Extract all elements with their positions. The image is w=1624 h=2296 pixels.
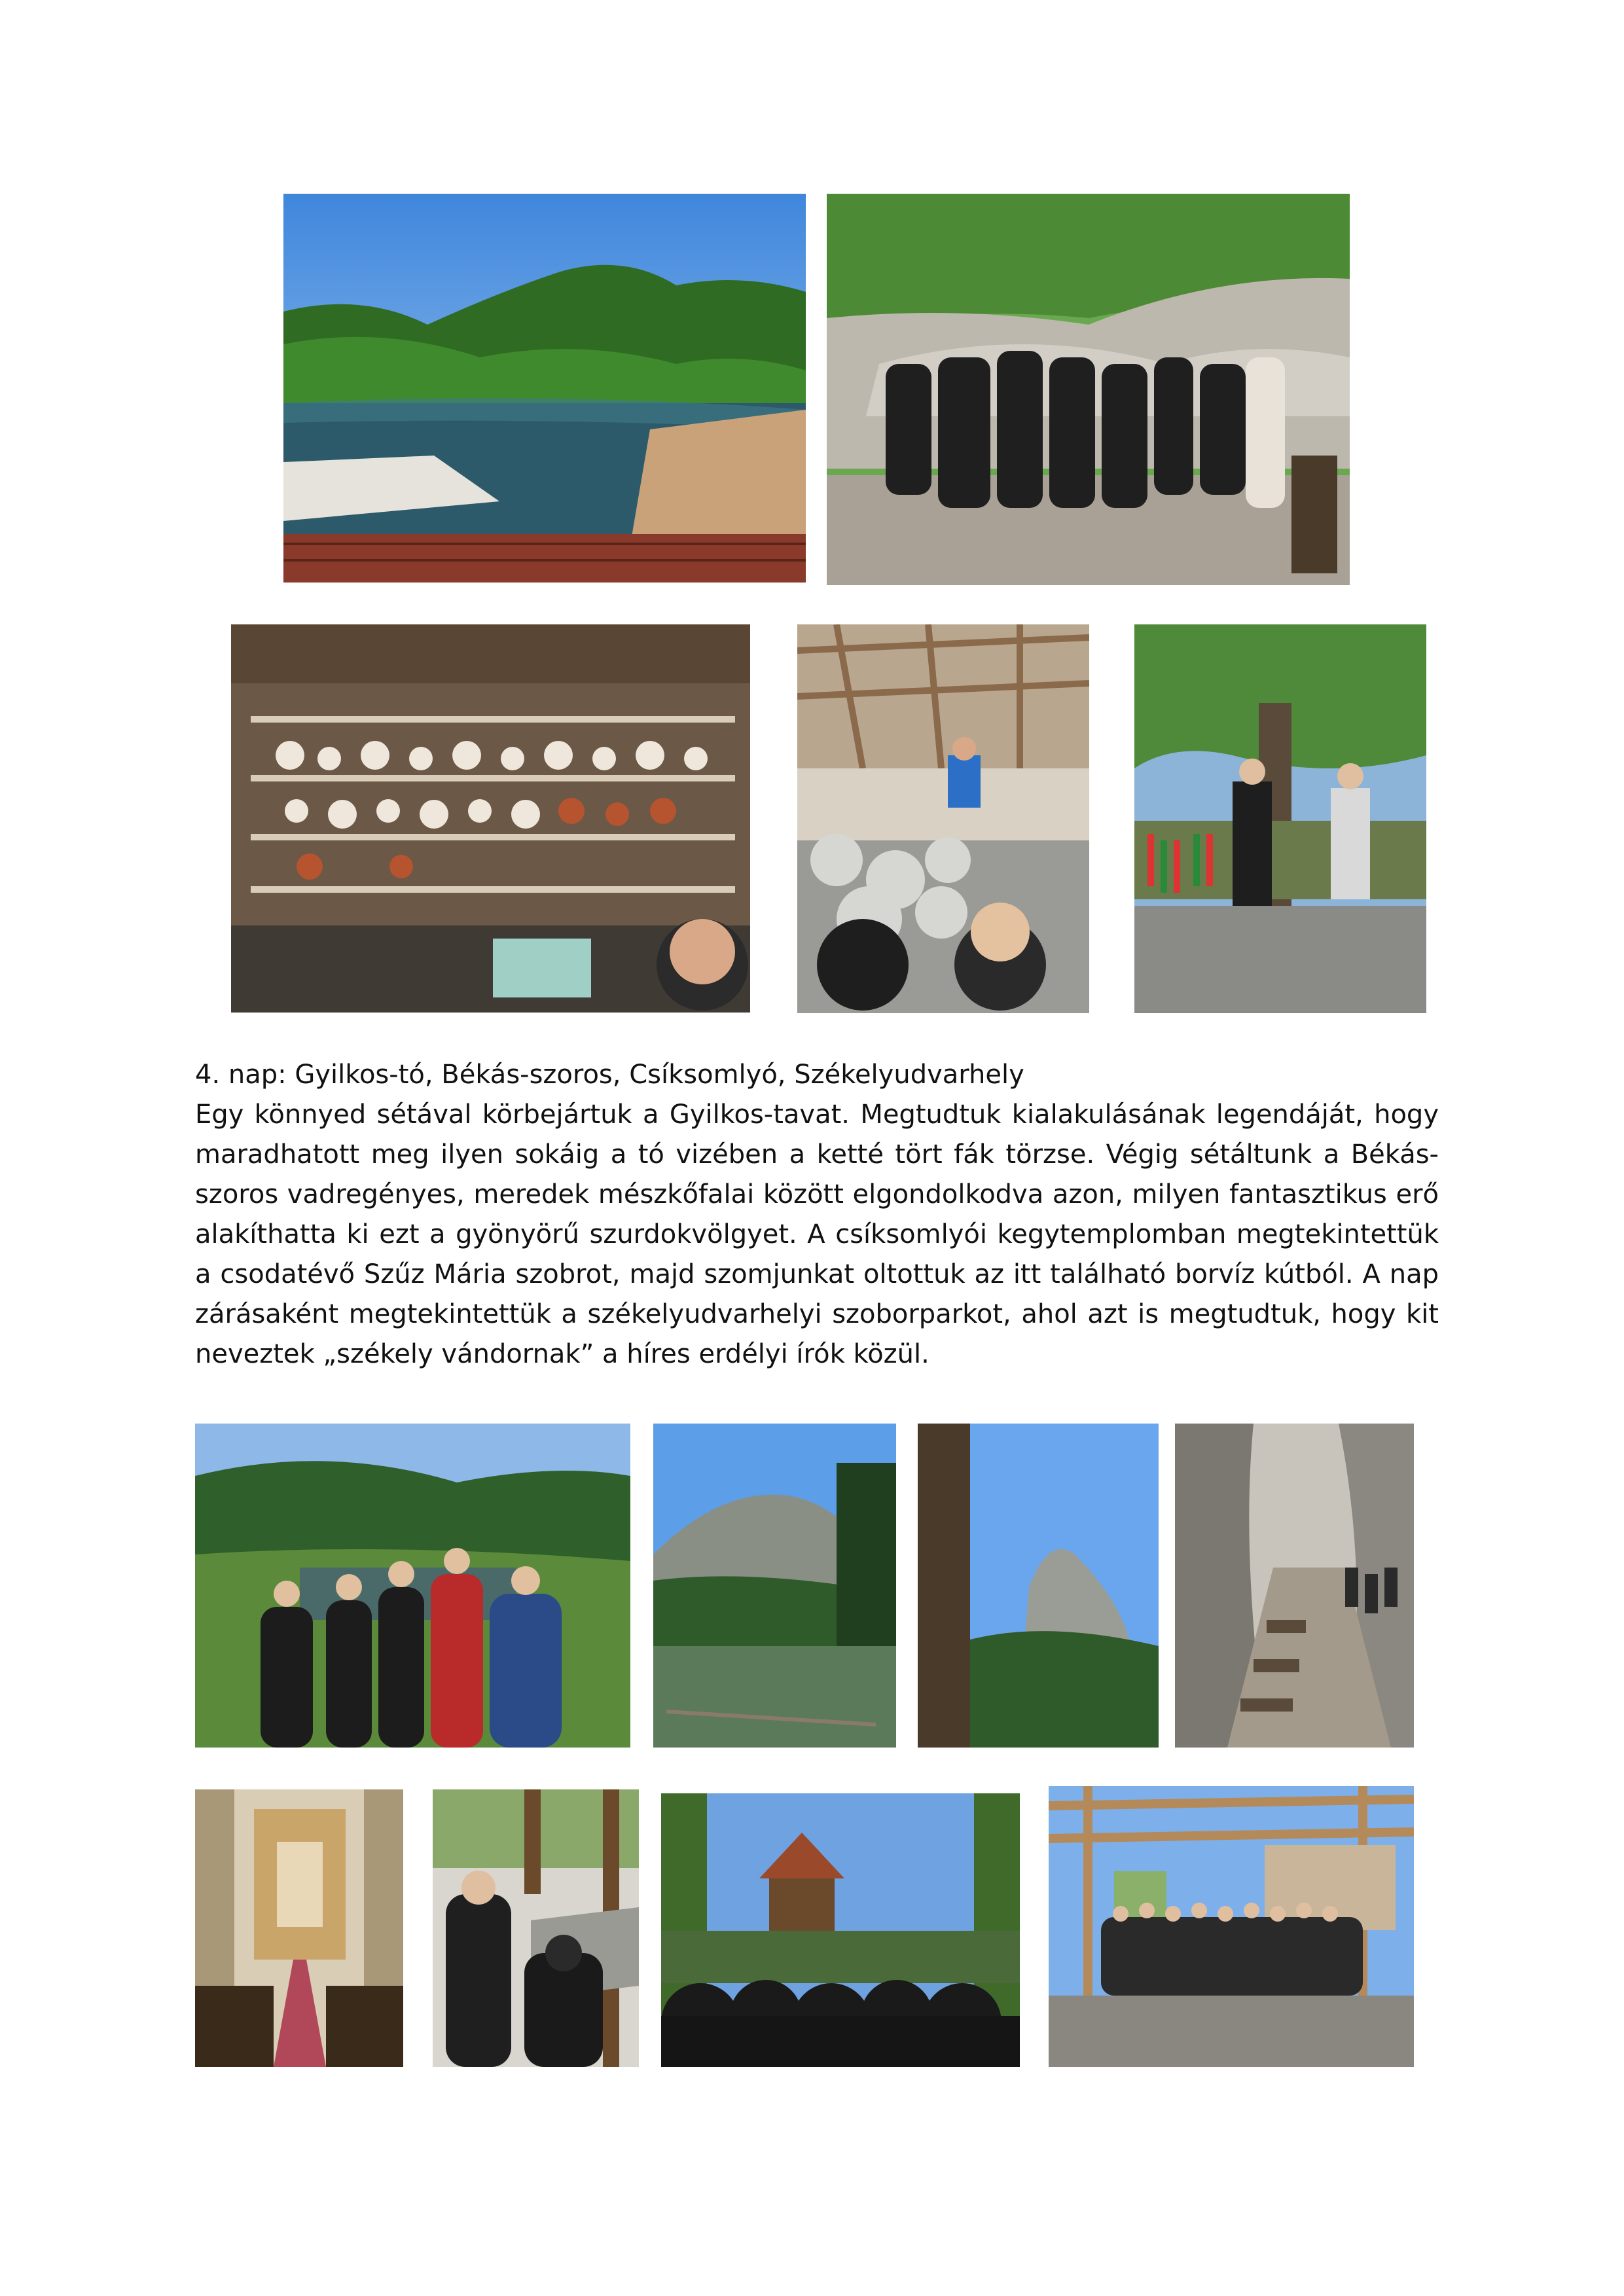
photo-group-rocks	[827, 194, 1350, 585]
photo-lake-with-deck	[283, 194, 806, 583]
photo-church-interior	[195, 1789, 403, 2067]
day4-text-block	[195, 1055, 1439, 1374]
photo-group-viewpoint	[195, 1424, 630, 1748]
photo-pottery-workshop	[231, 624, 750, 1013]
photo-group-statue-park	[1049, 1786, 1414, 2067]
photo-lake-mountain	[653, 1424, 896, 1748]
photo-gorge-path	[1175, 1424, 1414, 1748]
day4-heading: 4. nap: Gyilkos-tó, Békás-szoros, Csíksomlyó, Székelyudvarhely	[195, 1060, 1024, 1090]
photo-park-gazebo	[661, 1793, 1020, 2067]
photo-limestone-cliff	[918, 1424, 1159, 1748]
photo-stone-workshop	[797, 624, 1089, 1013]
day4-paragraph: Egy könnyed sétával körbejártuk a Gyilkos-tavat. Megtudtuk kialakulásának legendáját, hogy maradhatott meg ilyen sokáig a tó vizében a ketté tört fák törzse. Végig sétáltunk a Békás-szoros vadregényes, meredek mészkőfalai között elgondolkodva azon, milyen fantasztikus erő alakíthatta ki ezt a gyönyörű szurdokvölgyet. A csíksomlyói kegytemplomban megtekintettük a csodatévő Szűz Mária szobrot, majd szomjunkat oltottuk az itt található borvíz kútból. A nap zárásaként megtekintettük a székelyudvarhelyi szoborparkot, ahol azt is megtudtuk, hogy kit neveztek „székely vándornak” a híres erdélyi írók közül.	[195, 1100, 1439, 1369]
photo-memorial-trees	[1134, 624, 1426, 1013]
photo-mineral-spring	[433, 1789, 639, 2067]
